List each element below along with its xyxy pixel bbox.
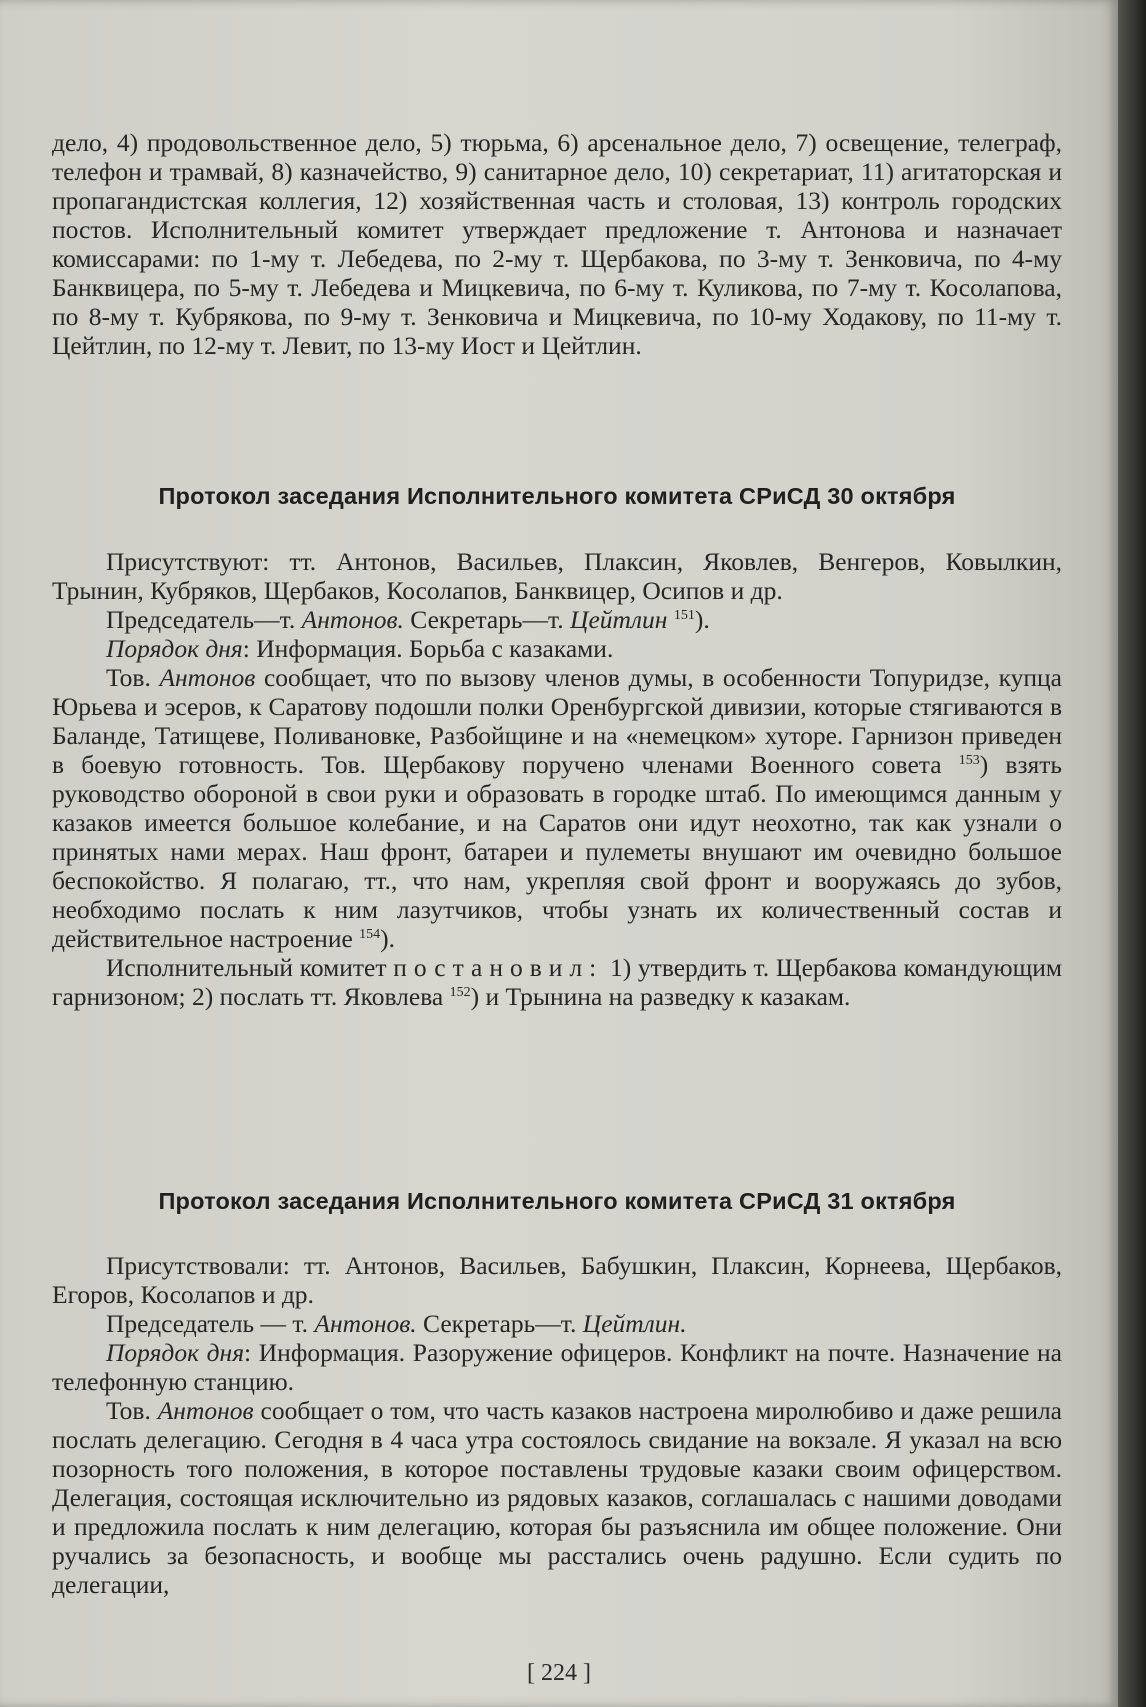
agenda-label: Порядок дня [106,1338,245,1367]
report-paragraph [52,663,1062,953]
decision-part1: 1) утвердить т. Щербакова командующим гарнизоном; 2) послать тт. Яковлева [52,953,1063,1011]
page-number: [ 224 ] [527,1660,591,1686]
report-prefix: Тов. [106,663,151,692]
book-spine-shadow [1118,0,1146,1707]
report-part2: ) взять руководство обороной в свои руки и образовать в городке штаб. По имеющимся данным у казаков имеется большое колебание, и на Саратов они идут неохотно, так как узнали о принятых нами мерах. Наш фронт, батареи и пулеметы внушают им очевидно большое беспокойство. Я полагаю, тт., что нам, укрепляя свой фронт и вооружаясь до зубов, необходимо послать к ним лазутчиков, чтобы узнать их количественный состав и действительное настроение [52,750,1063,953]
section-heading-oct30: Протокол заседания Исполнительного комитета СРиСД 30 октября [158,483,956,509]
chair-secretary-line: Председатель—т. Антонов. Секретарь—т. Цейтлин $^{151}$). [106,605,710,634]
report-prefix: Тов. [106,1396,151,1425]
section-oct31-body [52,1251,1062,1599]
agenda-line [52,1338,1062,1396]
report-part1: сообщает, что по вызову членов думы, в особенности Топуридзе, купца Юрьева и эсеров, к Саратову подошли полки Оренбургской дивизии, которые стягиваются в Баланде, Татищеве, Поливановке, Разбойщине и на «немецком» хуторе. Гарнизон приведен в боевую готовность. Тов. Щербакову поручено членами Военного совета [52,663,1062,779]
intro-block [52,128,1062,360]
decision-word: постановил: [393,953,604,982]
report-name: Антонов [157,1396,254,1425]
chair-label: Председатель—т. [106,605,296,634]
attendance-paragraph: Присутствовали: тт. Антонов, Васильев, Бабушкин, Плаксин, Корнеева, Щербаков, Егоров, Косолапов и др. [52,1251,1062,1309]
intro-paragraph: дело, 4) продовольственное дело, 5) тюрьма, 6) арсенальное дело, 7) освещение, телеграф, телефон и трамвай, 8) казначейство, 9) санитарное дело, 10) секретариат, 11) агитаторская и пропагандистская коллегия, 12) хозяйственная часть и столовая, 13) контроль городских постов. Исполнительный комитет утверждает предложение т. Антонова и назначает комиссарами: по 1-му т. Лебедева, по 2-му т. Щербакова, по 3-му т. Зенковича, по 4-му Банквицера, по 5-му т. Лебедева и Мицкевича, по 6-му т. Куликова, по 7-му т. Косолапова, по 8-му т. Кубрякова, по 9-му т. Зенковича и Мицкевича, по 10-му Ходакову, по 11-му т. Цейтлин, по 12-му т. Левит, по 13-му Иост и Цейтлин. [52,128,1062,360]
report-name: Антонов [159,663,256,692]
chair-secretary-line [52,1309,1062,1338]
chair-label: Председатель — т. [106,1309,309,1338]
report-end: ). [380,924,396,953]
attendance-paragraph: Присутствуют: тт. Антонов, Васильев, Плаксин, Яковлев, Венгеров, Ковылкин, Трынин, Кубряков, Щербаков, Косолапов, Банквицер, Осипов и др. [52,547,1062,605]
secretary-name: Цейтлин [570,605,668,634]
section-oct30-body [52,547,1062,1011]
secretary-label: Секретарь—т. [423,1309,577,1338]
footnote-ref: 153 [958,753,980,768]
decision-part2: ) и Трынина на разведку к казакам. [470,982,851,1011]
secretary-name: Цейтлин. [582,1309,687,1338]
section-heading-oct31: Протокол заседания Исполнительного комитета СРиСД 31 октября [158,1188,956,1214]
agenda-line [52,634,1062,663]
agenda-text: : Информация. Разоружение офицеров. Конфликт на почте. Назначение на телефонную станцию. [52,1338,1062,1396]
report-text: сообщает о том, что часть казаков настроена миролюбиво и даже решила послать делегацию. Сегодня в 4 часа утра состоялось свидание на вокзале. Я указал на всю позорность того положения, в которое поставлены трудовые казаки своим офицерством. Делегация, состоящая исключительно из рядовых казаков, соглашалась с нашими доводами и предложила послать к ним делегацию, которая бы разъяснила им общее положение. Они ручались за безопасность, и вообще мы расстались очень радушно. Если судить по делегации, [52,1396,1063,1599]
chair-name: Антонов. [314,1309,417,1338]
footnote-ref: 152 [449,985,471,1000]
report-paragraph [52,1396,1062,1599]
footnote-ref: 154 [359,927,381,942]
agenda-label: Порядок дня [106,634,243,663]
agenda-text: : Информация. Борьба с казаками. [242,634,614,663]
secretary-label: Секретарь—т. [410,605,564,634]
decision-prefix: Исполнительный комитет [106,953,387,982]
footnote-ref: 151 [673,608,695,623]
decision-paragraph [52,953,1062,1011]
chair-name: Антонов. [301,605,404,634]
